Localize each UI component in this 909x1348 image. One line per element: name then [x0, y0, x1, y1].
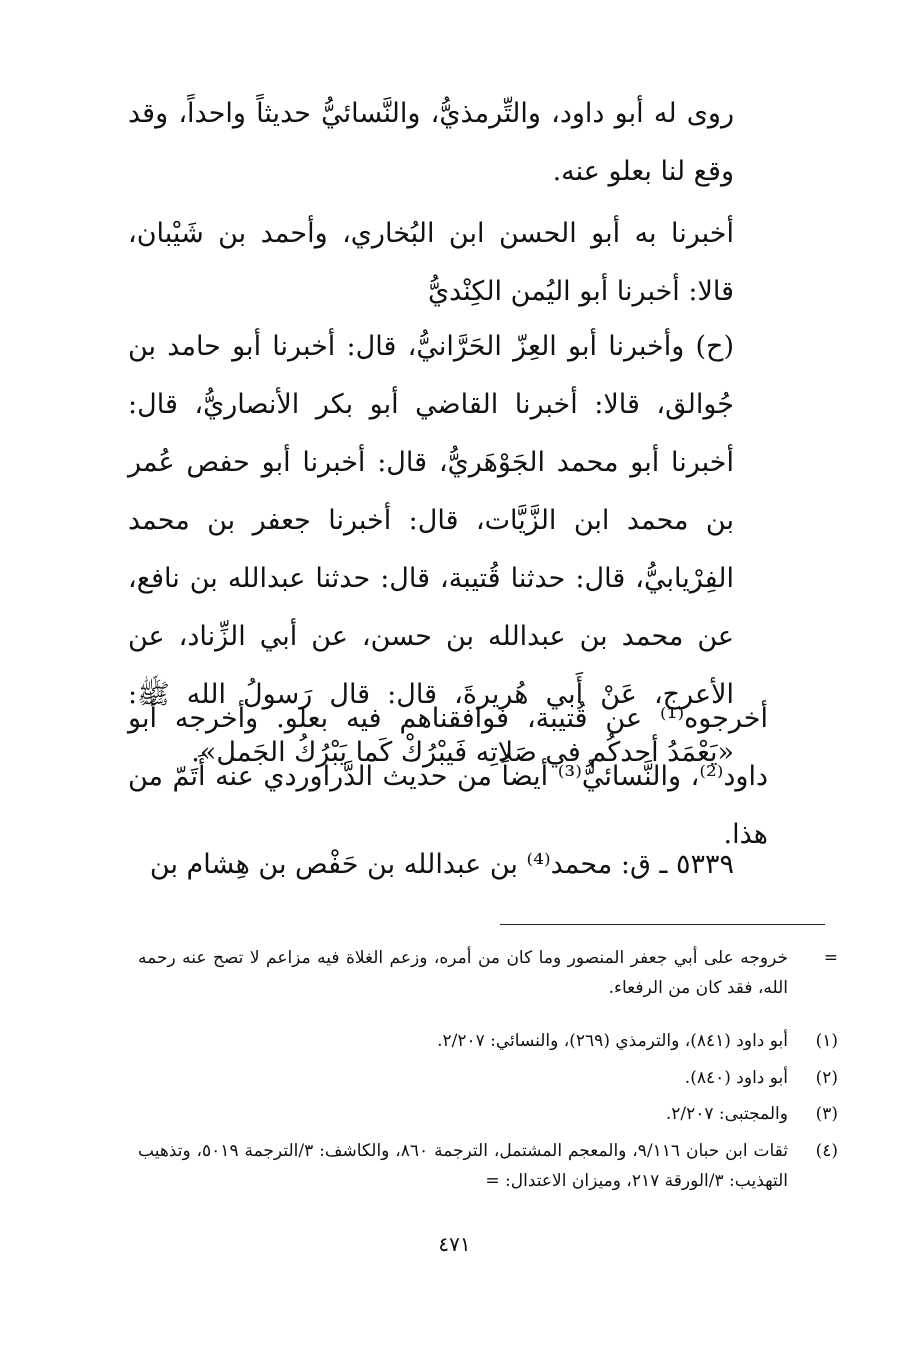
footnote-separator: [500, 924, 825, 925]
footnote-text: خروجه على أبي جعفر المنصور وما كان من أمره، وزعم الغلاة فيه مزاعم لا تصح عنه رحمه الله، فقد كان من الرفعاء.: [138, 948, 788, 998]
body-paragraph-2: [128, 205, 768, 321]
footnote-1: [138, 1026, 838, 1056]
footnote-text: والمجتبى: ٢/٢٠٧.: [665, 1104, 788, 1124]
footnote-3: [138, 1099, 838, 1129]
paragraph-text: أخبرنا به أبو الحسن ابن البُخاري، وأحمد بن شَيْبان، قالا: أخبرنا أبو اليُمن الكِنْديُّ: [128, 218, 734, 307]
footnote-2: [138, 1063, 838, 1093]
page-number: ٤٧١: [438, 1232, 471, 1256]
footnote-mark: (٣): [815, 1104, 838, 1124]
entry-heading-text: ٥٣٣٩ ـ ق: محمد⁽⁴⁾ بن عبدالله بن حَفْص بن هِشام بن: [149, 849, 734, 880]
footnote-4: [138, 1136, 838, 1196]
footnote-mark: (٢): [815, 1068, 838, 1088]
paragraph-text: (ح) وأخبرنا أبو العِزّ الحَرَّانيُّ، قال: أخبرنا أبو حامد بن جُوالق، قالا: أخبرنا القاضي أبو بكر الأنصاريُّ، قال: أخبرنا أبو محمد الجَوْهَريُّ، قال: أخبرنا أبو حفص عُمر بن محمد ابن الزَّيَّات، قال: أخبرنا جعفر بن محمد الفِرْيابيُّ، قال: حدثنا قُتيبة، قال: حدثنا عبدالله بن نافع، عن محمد بن عبدالله بن حسن، عن أبي الزِّناد، عن الأعرج، عَنْ أَبي هُريرةَ، قال: قال رَسولُ الله ﷺ: «يَعْمَدُ أحدكُم في صَلاتِه فَيبْرُكْ كَما يَبْرُكُ الجَمل».: [128, 331, 734, 768]
footnote-continued: [138, 943, 838, 1003]
footnote-text: ثقات ابن حبان ٩/١١٦، والمعجم المشتمل، الترجمة ٨٦٠، والكاشف: ٣/الترجمة ٥٠١٩، وتذهيب التهذيب: ٣/الورقة ٢١٧، وميزان الاعتدال: =: [138, 1141, 788, 1191]
footnote-text: أبو داود (٨٤٠).: [684, 1068, 788, 1088]
footnote-mark: =: [823, 948, 838, 968]
paragraph-text: روى له أبو داود، والتِّرمذيُّ، والنَّسائيُّ حديثاً واحداً، وقد وقع لنا بعلو عنه.: [128, 98, 734, 187]
footnote-mark: (١): [815, 1031, 838, 1051]
footnote-mark: (٤): [815, 1141, 838, 1161]
body-paragraph-1: [128, 85, 768, 201]
footnote-text: أبو داود (٨٤١)، والترمذي (٢٦٩)، والنسائي: ٢/٢٠٧.: [437, 1031, 788, 1051]
paragraph-text: أخرجوه⁽¹⁾ عن قُتيبة، فوافقناهم فيه بعلو. وأخرجه أبو داود⁽²⁾، والنَّسائيُّ⁽³⁾ أيضاً من حديث الدَّراوردي عنه أَتَمّ من هذا.: [128, 703, 768, 850]
entry-heading: [128, 836, 768, 894]
